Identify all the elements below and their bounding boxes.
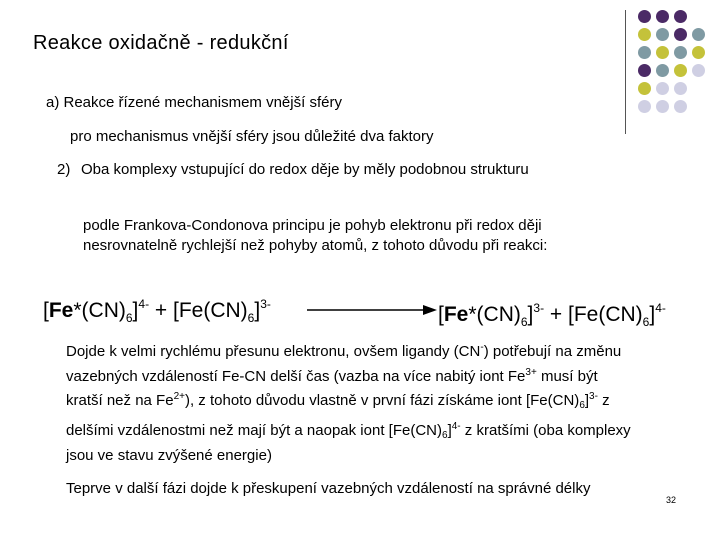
decorative-dot (656, 100, 669, 113)
decorative-dot (656, 46, 669, 59)
decorative-dot (674, 64, 687, 77)
electron-transfer-paragraph: Dojde k velmi rychlému přesunu elektronu, ovšem ligandy (CN-) potřebují na změnu vazebných vzdáleností Fe-CN delší čas (vazba na více nabitý iont $Fe^{3+}$ musí být kratší než na $Fe^{2+}$), z tohoto důvodu vlastně v první fázi získáme iont $[Fe(CN)_6]^{3-}$ z delšími vzdálenostmi než mají být a naopak iont $[Fe(CN)_6]^{4-}$ z kratšími (oba komplexy jsou ve stavu zvýšené energie) (66, 342, 631, 464)
reaction-arrow-icon (305, 303, 440, 317)
factor-item-2 (57, 160, 581, 180)
decorative-dot (674, 46, 687, 59)
decorative-dot (656, 28, 669, 41)
factor-text: Oba komplexy vstupující do redox děje by měly podobnou strukturu (81, 161, 529, 178)
decorative-dot (638, 64, 651, 77)
decorative-dot (638, 46, 651, 59)
decorative-dot-grid (638, 10, 718, 118)
decorative-dot (674, 82, 687, 95)
decorative-dot (674, 10, 687, 23)
factor-number: 2) (57, 161, 71, 178)
decorative-dot (692, 64, 705, 77)
decorative-dot (638, 82, 651, 95)
rearrangement-paragraph: Teprve v další fázi dojde k přeskupení vazebných vzdáleností na správné délky (66, 480, 591, 497)
franck-condon-text: podle Frankova-Condonova principu je pohyb elektronu při redox ději nesrovnatelně rychlejší než pohyby atomů, z tohoto důvodu při reakci: (83, 217, 548, 254)
decorative-dot (692, 46, 705, 59)
factors-intro-text: pro mechanismus vnější sféry jsou důležité dva faktory (70, 128, 434, 145)
decorative-dot (656, 10, 669, 23)
equation-reactants: $[Fe*(CN)_6]^{4-} + [Fe(CN)_6]^{3-}$ (43, 297, 271, 325)
decorative-dot (638, 28, 651, 41)
decorative-dot (674, 100, 687, 113)
decorative-dot (692, 28, 705, 41)
decorative-divider (625, 10, 626, 134)
decorative-dot (638, 10, 651, 23)
page-number: 32 (666, 495, 677, 505)
decorative-dot (638, 100, 651, 113)
decorative-dot (656, 64, 669, 77)
redox-equation (43, 297, 703, 333)
equation-products: $[Fe*(CN)_6]^{3-} + [Fe(CN)_6]^{4-}$ (438, 301, 666, 329)
section-heading: a) Reakce řízené mechanismem vnější sféry (46, 94, 342, 111)
decorative-dot (674, 28, 687, 41)
slide-title: Reakce oxidačně - redukční (33, 32, 289, 54)
decorative-dot (656, 82, 669, 95)
